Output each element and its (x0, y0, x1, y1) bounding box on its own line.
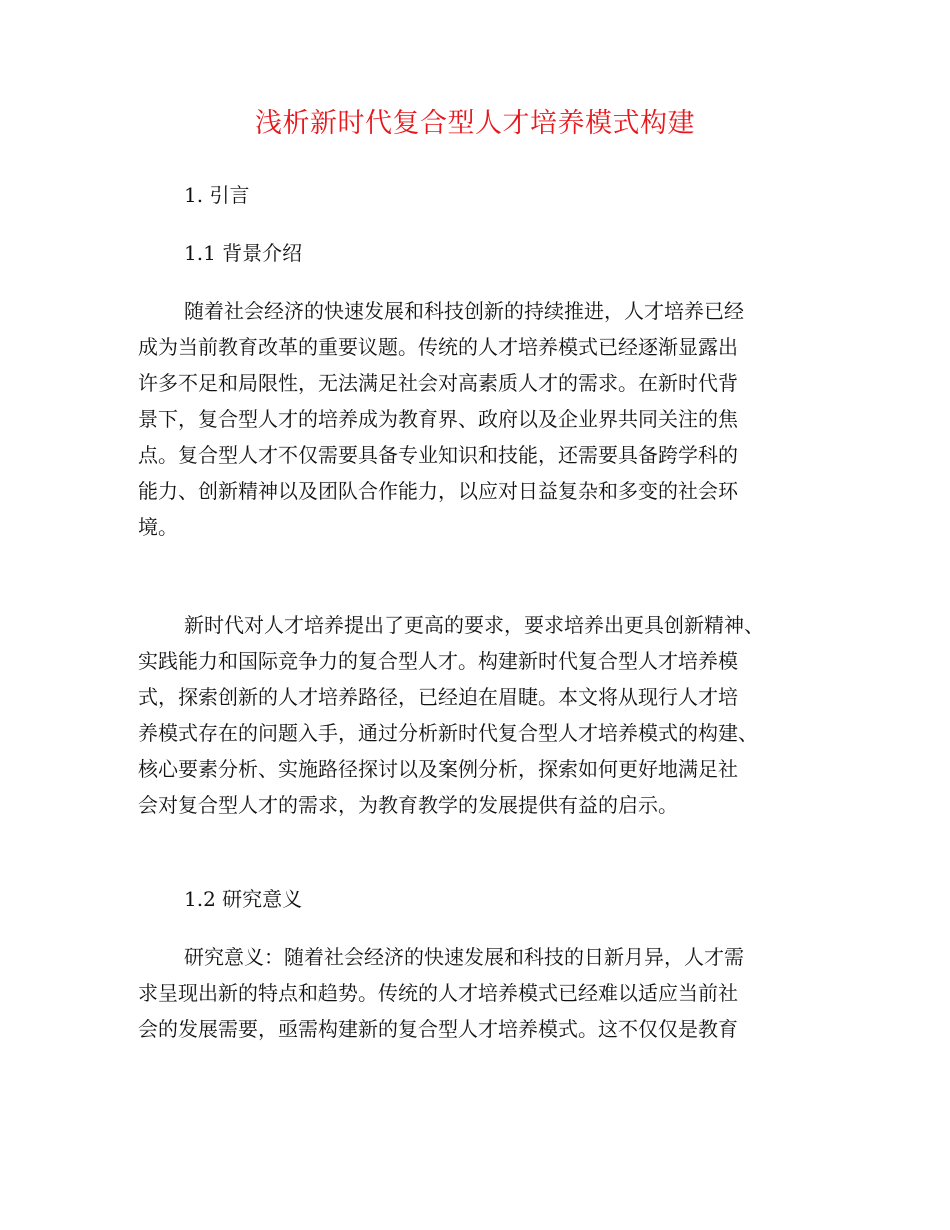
paragraph-line: 会对复合型人才的需求，为教育教学的发展提供有益的启示。 (138, 793, 678, 817)
paragraph-line: 实践能力和国际竞争力的复合型人才。构建新时代复合型人才培养模 (138, 649, 738, 673)
paragraph-line: 式，探索创新的人才培养路径，已经迫在眉睫。本文将从现行人才培 (138, 685, 738, 709)
paragraph-background-2 (138, 610, 838, 826)
paragraph-line: 点。复合型人才不仅需要具备专业知识和技能，还需要具备跨学科的 (138, 443, 738, 467)
paragraph-background-1 (138, 296, 838, 548)
paragraph-line: 境。 (138, 515, 178, 539)
section-heading-introduction: 1. 引言 (184, 183, 250, 207)
paragraph-line: 随着社会经济的快速发展和科技创新的持续推进，人才培养已经 (184, 299, 744, 323)
document-title: 浅析新时代复合型人才培养模式构建 (255, 108, 695, 139)
paragraph-line: 能力、创新精神以及团队合作能力，以应对日益复杂和多变的社会环 (138, 479, 738, 503)
paragraph-line: 核心要素分析、实施路径探讨以及案例分析，探索如何更好地满足社 (138, 757, 738, 781)
paragraph-significance (138, 942, 838, 1050)
paragraph-line: 养模式存在的问题入手，通过分析新时代复合型人才培养模式的构建、 (138, 721, 758, 745)
paragraph-line: 求呈现出新的特点和趋势。传统的人才培养模式已经难以适应当前社 (138, 981, 738, 1005)
subsection-heading-background: 1.1 背景介绍 (184, 241, 303, 265)
paragraph-line: 会的发展需要，亟需构建新的复合型人才培养模式。这不仅仅是教育 (138, 1017, 738, 1041)
paragraph-line: 成为当前教育改革的重要议题。传统的人才培养模式已经逐渐显露出 (138, 335, 738, 359)
paragraph-line: 研究意义：随着社会经济的快速发展和科技的日新月异，人才需 (184, 945, 744, 969)
subsection-heading-significance: 1.2 研究意义 (184, 887, 303, 911)
paragraph-line: 景下，复合型人才的培养成为教育界、政府以及企业界共同关注的焦 (138, 407, 738, 431)
paragraph-line: 新时代对人才培养提出了更高的要求，要求培养出更具创新精神、 (184, 613, 764, 637)
paragraph-line: 许多不足和局限性，无法满足社会对高素质人才的需求。在新时代背 (138, 371, 738, 395)
